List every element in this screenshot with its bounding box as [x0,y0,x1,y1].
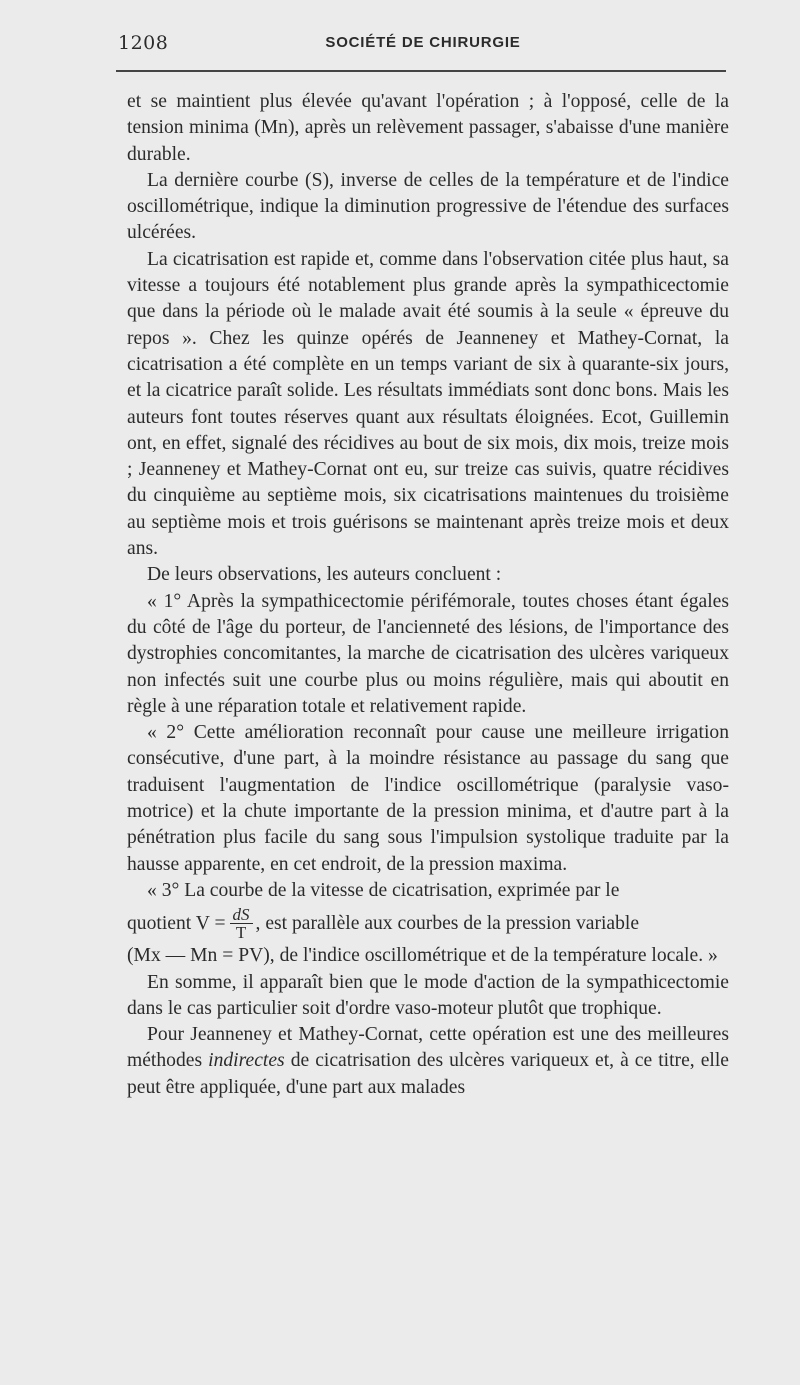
quoted-conclusion-3: « 3° La courbe de la vitesse de cicatrisation, exprimée par le [147,879,620,901]
formula-line [127,906,729,941]
paragraph-continuation: et se maintient plus élevée qu'avant l'opération ; à l'opposé, celle de la tension minima (Mn), après un relèvement passager, s'abaisse d'une manière durable. [127,91,729,165]
last-before: Pour Jeanneney et Mathey-Cornat, cette opération est une des meilleures méthodes [127,1024,729,1072]
paragraph-last [127,1022,729,1101]
quoted-conclusion-2: « 2° Cette amélioration reconnaît pour cause une meilleure irrigation consécutive, d'une part, à la moindre résistance au passage du sang que traduisent l'augmentation de l'indice oscillométrique (paralysie vaso-motrice) et la chute importante de la pression minima, et d'autre part à la pénétration plus facile du sang sous l'impulsion systolique traduite par la hausse apparente, en cet endroit, de la pression maxima. [127,722,729,875]
header-rule [116,70,726,72]
quoted-conclusion-1: « 1° Après la sympathicectomie périfémorale, toutes choses étant égales du côté de l'âge du porteur, de l'ancienneté des lésions, de l'importance des dystrophies concomitantes, la marche de cicatrisation des ulcères variqueux non infectés suit une courbe plus ou moins régulière, mais qui aboutit en règle à une réparation totale et relativement rapide. [127,590,729,717]
last-after: de cicatrisation des ulcères variqueux et, à ce titre, elle peut être appliquée, d'une part aux malades [127,1050,729,1098]
paragraph: La cicatrisation est rapide et, comme dans l'observation citée plus haut, sa vitesse a toujours été notablement plus grande après la sympathicectomie que dans la période où le malade avait été soumis à la seule « épreuve du repos ». Chez les quinze opérés de Jeanneney et Mathey-Cornat, la cicatrisation a été complète en un temps variant de six à quarante-six jours, et la cicatrice paraît solide. Les résultats immédiats sont donc bons. Mais les auteurs font toutes réserves quant aux résultats éloignées. Ecot, Guillemin ont, en effet, signalé des récidives au bout de six mois, dix mois, treize mois ; Jeanneney et Mathey-Cornat ont eu, sur treize cas suivis, quatre récidives du cinquième au septième mois, six cicatrisations maintenues du troisième au septième mois et trois guérisons se maintenant après treize mois et deux ans. [127,248,729,560]
fraction-numerator: dS [230,906,253,924]
paragraph: La dernière courbe (S), inverse de celles de la température et de l'indice oscillométrique, indique la diminution progressive de l'étendue des surfaces ulcérées. [127,169,729,244]
formula-continuation: (Mx — Mn = PV), de l'indice oscillométrique et de la température locale. » [127,945,718,967]
page-number: 1208 [118,32,169,54]
italic-term: indirectes [208,1050,285,1072]
formula-tail: , est parallèle aux courbes de la pression variable [255,912,640,934]
running-head: SOCIÉTÉ DE CHIRURGIE [325,34,521,51]
paragraph: En somme, il apparaît bien que le mode d'action de la sympathicectomie dans le cas particulier soit d'ordre vaso-moteur plutôt que trophique. [127,971,729,1019]
body-text [127,89,729,1101]
fraction-ds-over-t [230,906,253,941]
page-header [118,28,728,58]
formula-lead: quotient V = [127,912,226,934]
fraction-denominator: T [235,923,247,943]
paragraph: De leurs observations, les auteurs concluent : [147,564,502,586]
